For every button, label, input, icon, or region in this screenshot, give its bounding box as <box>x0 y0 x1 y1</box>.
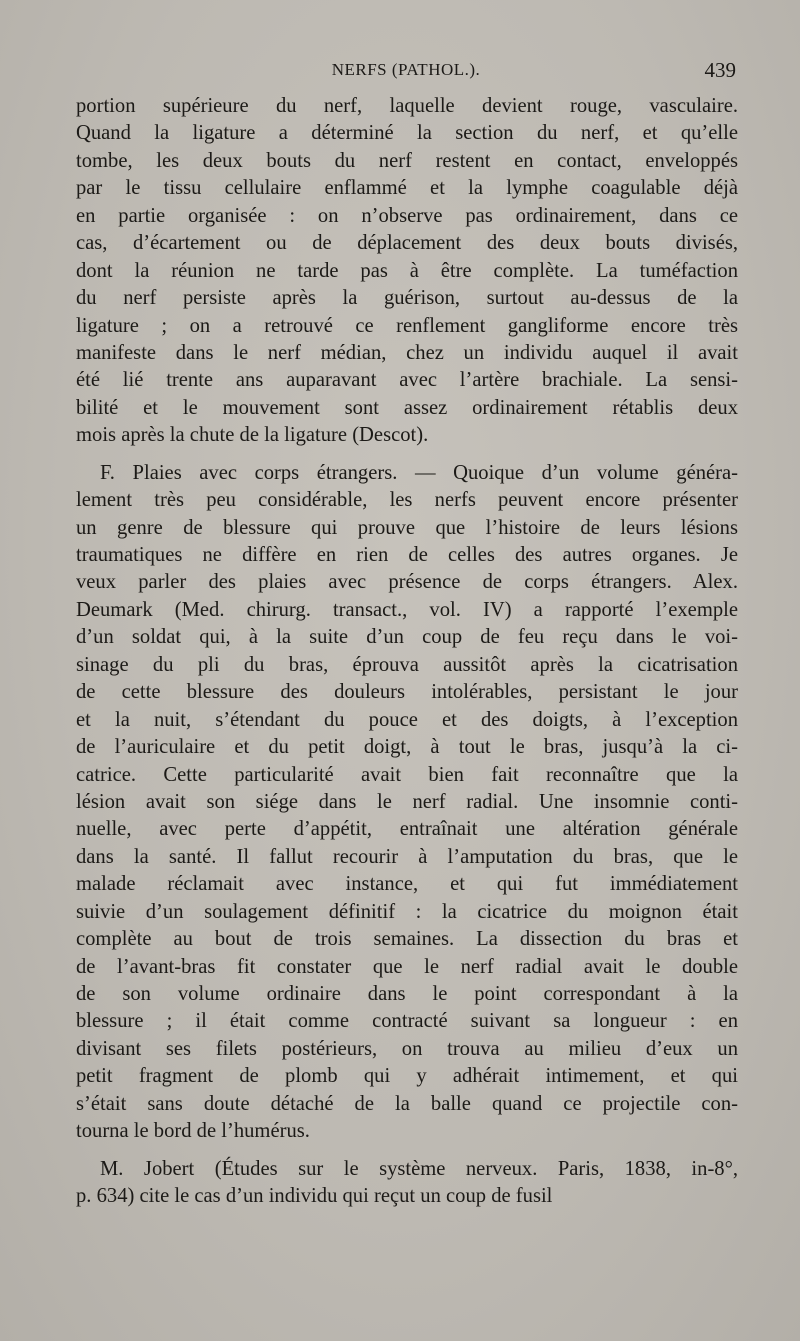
text-line: lement très peu considérable, les nerfs peuvent encore présenter <box>76 489 738 512</box>
body-text <box>76 93 738 1211</box>
text-line: divisant ses filets postérieurs, on trouva au milieu d’eux un <box>76 1037 738 1060</box>
text-line: Quand la ligature a déterminé la section du nerf, et qu’elle <box>76 122 738 145</box>
text-line: veux parler des plaies avec présence de corps étrangers. Alex. <box>76 571 738 594</box>
text-line: traumatiques ne diffère en rien de celles des autres organes. Je <box>76 544 738 566</box>
text-line: du nerf persiste après la guérison, surtout au-dessus de la <box>76 287 738 310</box>
text-line: et la nuit, s’étendant du pouce et des doigts, à l’exception <box>76 708 738 731</box>
text-line: mois après la chute de la ligature (Descot). <box>76 424 429 447</box>
page-header <box>76 60 736 88</box>
text-line: de cette blessure des douleurs intolérables, persistant le jour <box>76 681 738 704</box>
text-line: M. Jobert (Études sur le système nerveux. Paris, 1838, in-8°, <box>100 1157 738 1180</box>
text-line: manifeste dans le nerf médian, chez un individu auquel il avait <box>76 341 738 364</box>
text-line: de l’avant-bras fit constater que le nerf radial avait le double <box>76 955 738 978</box>
text-line: un genre de blessure qui prouve que l’histoire de leurs lésions <box>76 516 738 539</box>
text-line: d’un soldat qui, à la suite d’un coup de feu reçu dans le voi- <box>76 626 738 649</box>
text-line: p. 634) cite le cas d’un individu qui reçut un coup de fusil <box>76 1185 553 1208</box>
text-line: par le tissu cellulaire enflammé et la lymphe coagulable déjà <box>76 177 738 200</box>
text-line: tombe, les deux bouts du nerf restent en contact, enveloppés <box>76 149 738 172</box>
paragraph-gap <box>76 450 738 460</box>
page-number: 439 <box>704 58 736 82</box>
text-line: complète au bout de trois semaines. La dissection du bras et <box>76 928 738 951</box>
text-line: bilité et le mouvement sont assez ordinairement rétablis deux <box>76 396 738 419</box>
text-line: dont la réunion ne tarde pas à être complète. La tuméfaction <box>76 259 738 282</box>
text-line: dans la santé. Il fallut recourir à l’amputation du bras, que le <box>76 845 738 868</box>
text-line: catrice. Cette particularité avait bien fait reconnaître que la <box>76 763 738 786</box>
text-line: F. Plaies avec corps étrangers. — Quoique d’un volume généra- <box>100 461 738 484</box>
text-line: Deumark (Med. chirurg. transact., vol. IV) a rapporté l’exemple <box>76 598 738 621</box>
text-line: petit fragment de plomb qui y adhérait intimement, et qui <box>76 1065 738 1088</box>
text-line: s’était sans doute détaché de la balle quand ce projectile con- <box>76 1092 738 1115</box>
text-line: de l’auriculaire et du petit doigt, à tout le bras, jusqu’à la ci- <box>76 736 738 759</box>
text-line: portion supérieure du nerf, laquelle devient rouge, vasculaire. <box>76 95 738 117</box>
paragraph-gap <box>76 1146 738 1156</box>
text-line: suivie d’un soulagement définitif : la cicatrice du moignon était <box>76 900 738 923</box>
text-line: ligature ; on a retrouvé ce renflement gangliforme encore très <box>76 314 738 337</box>
text-line: été lié trente ans auparavant avec l’artère brachiale. La sensi- <box>76 369 738 392</box>
text-line: sinage du pli du bras, éprouva aussitôt après la cicatrisation <box>76 653 738 676</box>
text-line: en partie organisée : on n’observe pas ordinairement, dans ce <box>76 204 738 227</box>
text-line: malade réclamait avec instance, et qui fut immédiatement <box>76 873 738 896</box>
text-line: de son volume ordinaire dans le point correspondant à la <box>76 983 738 1005</box>
text-line: cas, d’écartement ou de déplacement des deux bouts divisés, <box>76 232 738 255</box>
text-line: nuelle, avec perte d’appétit, entraînait une altération générale <box>76 818 738 841</box>
running-head: NERFS (PATHOL.). <box>331 60 481 79</box>
text-line: tourna le bord de l’humérus. <box>76 1120 310 1143</box>
text-line: lésion avait son siége dans le nerf radial. Une insomnie conti- <box>76 790 738 813</box>
text-line: blessure ; il était comme contracté suivant sa longueur : en <box>76 1010 738 1033</box>
